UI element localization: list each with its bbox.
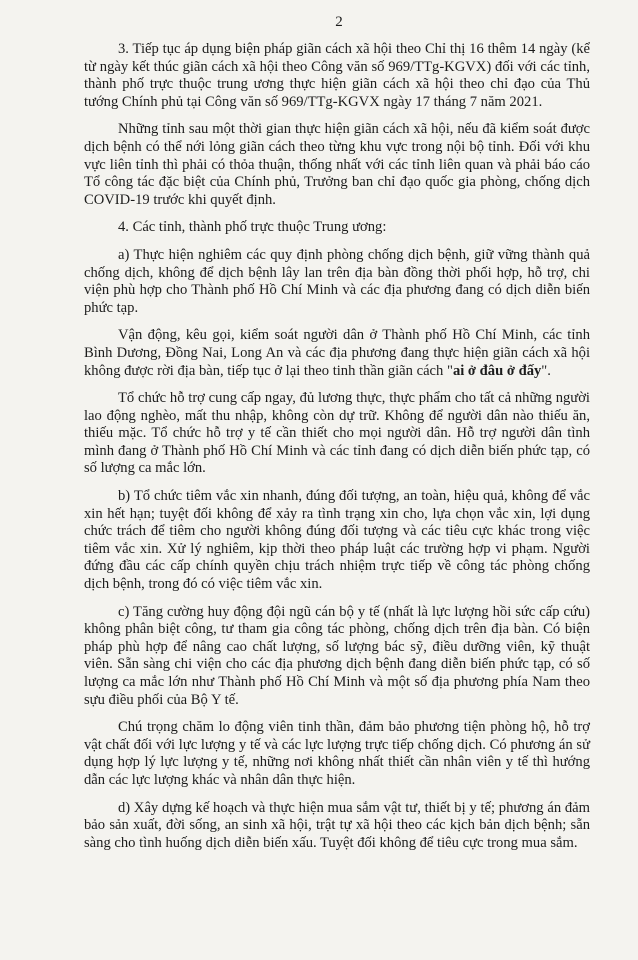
- stay-in-place-slogan: ai ở đâu ở đấy: [452, 362, 542, 379]
- page-number: 2: [335, 14, 343, 30]
- paragraph-item-4b: b) Tổ chức tiêm vắc xin nhanh, đúng đối tượng, an toàn, hiệu quả, không để vắc xin hết hạn; tuyệt đối không để xảy ra tình trạng xin cho, lựa chọn vắc xin, lợi dụng chức trách để tiêm cho người không đúng đối tượng và các tiêu cực khác trong việc tiêm vắc xin. Xử lý nghiêm, kịp thời theo pháp luật các trường hợp vi phạm. Người đứng đầu các cấp chính quyền chịu trách nhiệm trực tiếp về công tác phòng chống dịch bệnh, trong đó có việc tiêm vắc xin.: [84, 488, 590, 593]
- paragraph-item-4a: a) Thực hiện nghiêm các quy định phòng chống dịch bệnh, giữ vững thành quả chống dịch, không để dịch bệnh lây lan trên địa bàn đồng thời phối hợp, hỗ trợ, chi viện phù hợp cho Thành phố Hồ Chí Minh và các địa phương đang có dịch diễn biến phức tạp.: [84, 246, 590, 316]
- stay-in-place-text: Vận động, kêu gọi, kiểm soát người dân ở Thành phố Hồ Chí Minh, các tỉnh Bình Dương, Đồng Nai, Long An và các địa phương đang thực hiện giãn cách xã hội không được rời địa bàn, tiếp tục ở lại theo tinh thần giãn cách ": [84, 327, 590, 379]
- paragraph-stay-in-place: [84, 327, 590, 380]
- paragraph-item-4-heading: 4. Các tỉnh, thành phố trực thuộc Trung ương:: [118, 219, 387, 236]
- paragraph-item-3: 3. Tiếp tục áp dụng biện pháp giãn cách xã hội theo Chỉ thị 16 thêm 14 ngày (kể từ ngày kết thúc giãn cách xã hội theo Công văn số 969/TTg-KGVX) đối với các tỉnh, thành phố trực thuộc trung ương thực hiện giãn cách xã hội theo chỉ đạo của Thủ tướng Chính phủ tại Công văn số 969/TTg-KGVX ngày 17 tháng 7 năm 2021.: [84, 41, 590, 110]
- stay-in-place-end: ".: [541, 362, 551, 379]
- paragraph-item-4c: c) Tăng cường huy động đội ngũ cán bộ y tế (nhất là lực lượng hồi sức cấp cứu) không phân biệt công, tư tham gia công tác phòng, chống dịch trên địa bàn. Có biện pháp phù hợp để nâng cao chất lượng, số lượng bác sỹ, điều dưỡng viên, kỹ thuật viên. Sẵn sàng chi viện cho các địa phương dịch bệnh đang diễn biến phức tạp, có số lượng ca mắc lớn như Thành phố Hồ Chí Minh và một số địa phương phía Nam theo sựu điều phối của Bộ Y tế.: [84, 603, 590, 708]
- paragraph-item-4d: d) Xây dựng kế hoạch và thực hiện mua sắm vật tư, thiết bị y tế; phương án đảm bảo sản xuất, đời sống, an sinh xã hội, trật tự xã hội theo các kịch bản dịch bệnh; sẵn sàng cho tình huống dịch diễn biến xấu. Tuyệt đối không để tiêu cực trong mua sắm.: [84, 799, 590, 851]
- paragraph-support-workers: Tổ chức hỗ trợ cung cấp ngay, đủ lương thực, thực phẩm cho tất cả những người lao động nghèo, mất thu nhập, không còn dự trữ. Không để người dân nào thiếu ăn, thiếu mặc. Tổ chức hỗ trợ y tế cần thiết cho mọi người dân. Hỗ trợ người dân tình mình đang ở Thành phố Hồ Chí Minh và các tỉnh đang có dịch diễn biến phức tạp, có số lượng ca mắc lớn.: [84, 390, 590, 477]
- paragraph-medical-staff-care: Chú trọng chăm lo động viên tinh thần, đảm bảo phương tiện phòng hộ, hỗ trợ vật chất đối với lực lượng y tế và các lực lượng trực tiếp chống dịch. Có phương án sử dụng hợp lý lực lượng y tế, những nơi không nhất thiết cần nhân viên y tế thì hướng dẫn các lực lượng khác và nhân dân thực hiện.: [84, 719, 590, 788]
- paragraph-loosening-restrictions: Những tỉnh sau một thời gian thực hiện giãn cách xã hội, nếu đã kiểm soát được dịch bệnh có thể nới lỏng giãn cách theo từng khu vực trong nội bộ tỉnh. Đối với khu vực liên tỉnh thì phải có thỏa thuận, thống nhất với các tỉnh liên quan và phải báo cáo Tổ công tác đặc biệt của Chính phủ, Trưởng ban chỉ đạo quốc gia phòng, chống dịch COVID-19 trước khi quyết định.: [84, 121, 590, 208]
